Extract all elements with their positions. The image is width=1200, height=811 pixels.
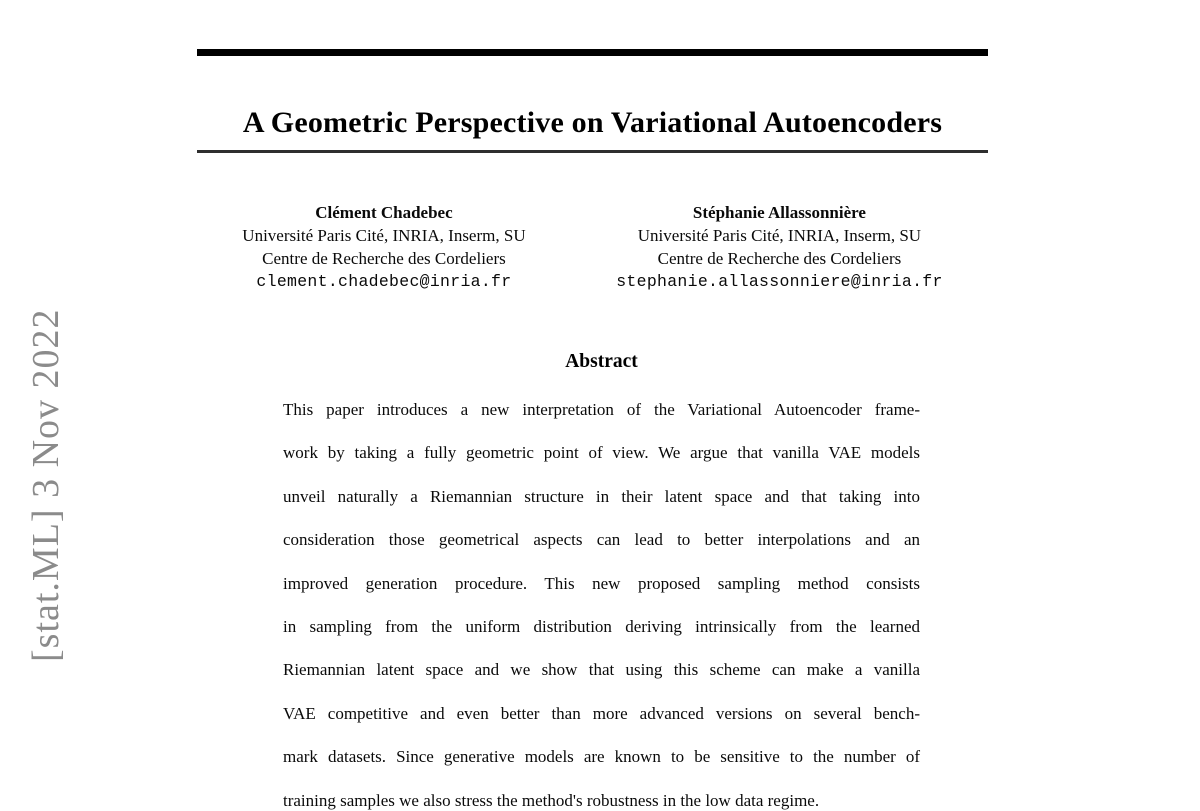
author-affiliation-line2: Centre de Recherche des Cordeliers [262, 249, 506, 268]
abstract-line: consideration those geometrical aspects can lead to better interpolations and an [283, 530, 920, 550]
author-name: Clément Chadebec [315, 203, 453, 222]
author-affiliation-line2: Centre de Recherche des Cordeliers [657, 249, 902, 268]
title-rule-top [197, 49, 988, 56]
author-block-1 [242, 201, 525, 293]
abstract-line: in sampling from the uniform distribution deriving intrinsically from the learned [283, 617, 920, 637]
author-block-2 [616, 201, 942, 293]
abstract-line: VAE competitive and even better than more advanced versions on several bench- [283, 703, 920, 723]
abstract-line: improved generation procedure. This new proposed sampling method consists [283, 573, 920, 593]
abstract-heading: Abstract [565, 351, 638, 372]
author-affiliation-line1: Université Paris Cité, INRIA, Inserm, SU [242, 226, 526, 245]
arxiv-watermark: [stat.ML] 3 Nov 2022 [25, 308, 67, 662]
abstract-line: This paper introduces a new interpretation of the Variational Autoencoder frame- [283, 400, 920, 419]
author-affiliation-line1: Université Paris Cité, INRIA, Inserm, SU [637, 226, 922, 245]
abstract-line: work by taking a fully geometric point of view. We argue that vanilla VAE models [283, 443, 920, 463]
abstract-body [283, 399, 920, 811]
abstract-line: training samples we also stress the method's robustness in the low data regime. [283, 790, 820, 810]
author-name: Stéphanie Allassonnière [692, 203, 866, 222]
abstract-line: Riemannian latent space and we show that using this scheme can make a vanilla [283, 660, 920, 680]
title-rule-bottom [197, 150, 988, 153]
paper-title: A Geometric Perspective on Variational Autoencoders [242, 106, 943, 140]
authors-row [197, 201, 988, 293]
abstract-line: unveil naturally a Riemannian structure in their latent space and that taking into [283, 486, 920, 506]
abstract-line: mark datasets. Since generative models are known to be sensitive to the number of [283, 747, 920, 767]
author-email: stephanie.allassonniere@inria.fr [616, 272, 943, 291]
author-email: clement.chadebec@inria.fr [256, 272, 512, 291]
